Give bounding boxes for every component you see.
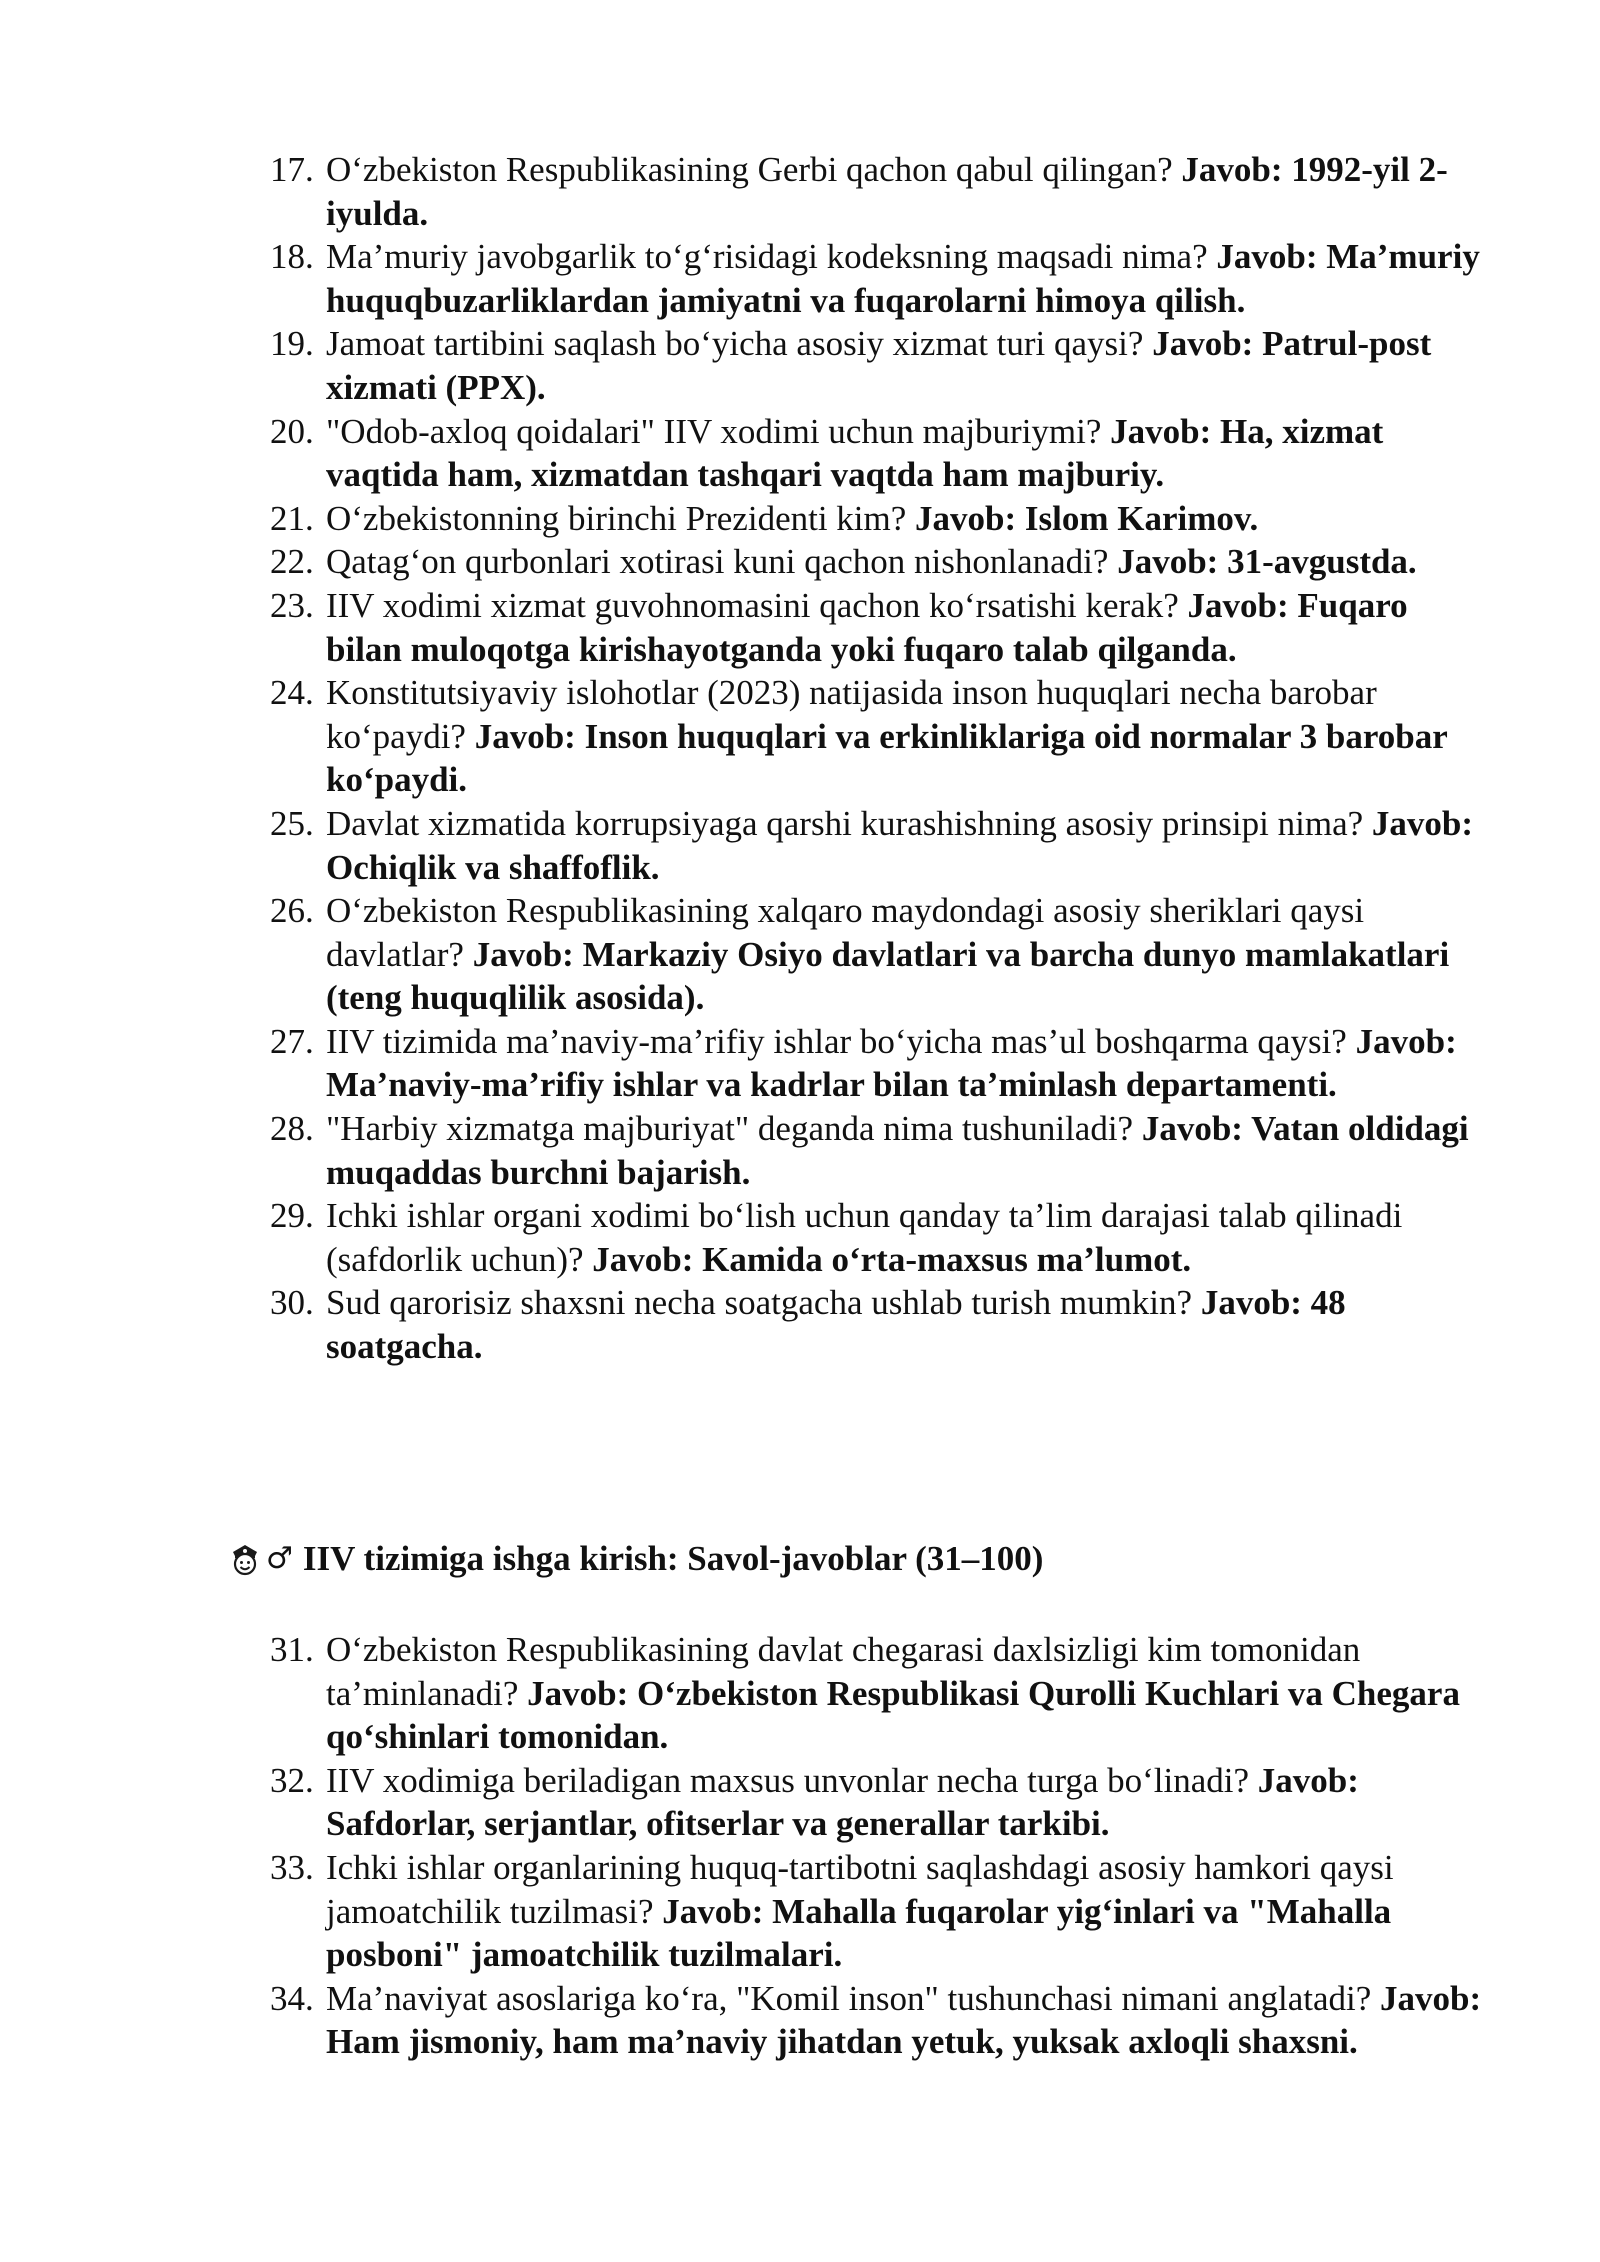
- list-item: [270, 1194, 1490, 1281]
- list-item: [270, 584, 1490, 671]
- item-number: 31.: [270, 1630, 314, 1669]
- question-text: IIV xodimiga beriladigan maxsus unvonlar necha turga bo‘linadi?: [326, 1760, 1258, 1800]
- item-number: 18.: [270, 237, 314, 277]
- list-item: [270, 671, 1490, 802]
- list-item: [270, 1281, 1490, 1368]
- list-item: [270, 410, 1490, 497]
- list-item: [270, 1107, 1490, 1194]
- answer-text: Javob: Inson huquqlari va erkinliklariga oid normalar 3 barobar ko‘paydi.: [326, 716, 1448, 800]
- answer-text: Javob: Vatan oldidagi muqaddas burchni bajarish.: [326, 1109, 1469, 1192]
- item-number: 26.: [270, 891, 314, 931]
- question-text: Davlat xizmatida korrupsiyaga qarshi kurashishning asosiy prinsipi nima?: [326, 803, 1372, 843]
- item-number: 33.: [270, 1847, 314, 1887]
- question-text: Ma’muriy javobgarlik to‘g‘risidagi kodeksning maqsadi nima?: [326, 237, 1217, 277]
- item-number: 30.: [270, 1283, 314, 1323]
- list-item: [270, 1846, 1490, 1977]
- answer-text: Javob: Ham jismoniy, ham ma’naviy jihatdan yetuk, yuksak axloqli shaxsni.: [326, 1978, 1482, 2062]
- answer-text: Javob: Mahalla fuqarolar yig‘inlari va "Mahalla posboni" jamoatchilik tuzilmalari.: [326, 1891, 1392, 1975]
- qa-list-part2: [270, 1628, 1490, 2064]
- question-text: O‘zbekiston Respublikasining Gerbi qachon qabul qilingan?: [326, 150, 1182, 189]
- section-title: IIV tizimiga ishga kirish: Savol-javoblar (31–100): [302, 1539, 1044, 1578]
- list-item: [270, 540, 1490, 584]
- answer-text: Javob: Ha, xizmat vaqtida ham, xizmatdan tashqari vaqtda ham majburiy.: [326, 411, 1384, 495]
- question-text: Ichki ishlar organi xodimi bo‘lish uchun qanday ta’lim darajasi talab qilinadi (safdorlik uchun)?: [326, 1196, 1403, 1279]
- question-text: IIV xodimi xizmat guvohnomasini qachon ko‘rsatishi kerak?: [326, 585, 1188, 625]
- answer-text: Javob: 31-avgustda.: [1117, 542, 1417, 582]
- question-text: Ma’naviyat asoslariga ko‘ra, "Komil inson" tushunchasi nimani anglatadi?: [326, 1978, 1381, 2018]
- item-number: 21.: [270, 498, 314, 538]
- question-text: O‘zbekiston Respublikasining xalqaro maydondagi asosiy sheriklari qaysi davlatlar?: [326, 891, 1365, 974]
- list-item: [270, 1020, 1490, 1107]
- item-number: 20.: [270, 411, 314, 451]
- list-item: [270, 889, 1490, 1020]
- answer-text: Javob: O‘zbekiston Respublikasi Qurolli Kuchlari va Chegara qo‘shinlari tomonidan.: [326, 1673, 1460, 1757]
- list-item: [270, 1759, 1490, 1846]
- question-text: "Odob-axloq qoidalari" IIV xodimi uchun majburiymi?: [326, 411, 1111, 451]
- item-number: 29.: [270, 1196, 314, 1236]
- item-number: 24.: [270, 673, 314, 713]
- answer-text: Javob: Ma’naviy-ma’rifiy ishlar va kadrlar bilan ta’minlash departamenti.: [326, 1021, 1457, 1105]
- answer-text: Javob: Safdorlar, serjantlar, ofitserlar va generallar tarkibi.: [326, 1760, 1359, 1844]
- question-text: O‘zbekistonning birinchi Prezidenti kim?: [326, 498, 916, 538]
- answer-text: Javob: Islom Karimov.: [915, 498, 1259, 538]
- answer-text: Javob: Markaziy Osiyo davlatlari va barcha dunyo mamlakatlari (teng huquqlilik asosida).: [326, 934, 1450, 1018]
- police-officer-icon: [230, 1542, 260, 1576]
- answer-text: Javob: 48 soatgacha.: [326, 1283, 1346, 1367]
- list-item: [270, 322, 1490, 409]
- question-text: IIV tizimida ma’naviy-ma’rifiy ishlar bo‘yicha mas’ul boshqarma qaysi?: [326, 1021, 1356, 1061]
- question-text: Qatag‘on qurbonlari xotirasi kuni qachon nishonlanadi?: [326, 542, 1118, 582]
- list-item: [270, 1977, 1490, 2064]
- list-item: [270, 235, 1490, 322]
- question-text: Ichki ishlar organlarining huquq-tartibotni saqlashdagi asosiy hamkori qaysi jamoatchilik tuzilmasi?: [326, 1847, 1394, 1931]
- item-number: 28.: [270, 1109, 314, 1149]
- item-number: 27.: [270, 1021, 314, 1061]
- list-item: [270, 802, 1490, 889]
- answer-text: Javob: Ma’muriy huquqbuzarliklardan jamiyatni va fuqarolarni himoya qilish.: [326, 237, 1480, 320]
- answer-text: Javob: Kamida o‘rta-maxsus ma’lumot.: [592, 1239, 1192, 1279]
- item-number: 25.: [270, 803, 314, 843]
- item-number: 22.: [270, 542, 314, 582]
- item-number: 23.: [270, 585, 314, 625]
- question-text: Konstitutsiyaviy islohotlar (2023) natijasida inson huquqlari necha barobar ko‘paydi?: [326, 673, 1377, 756]
- list-item: [270, 148, 1490, 235]
- male-sign-icon: ♂: [266, 1541, 293, 1576]
- list-item: [270, 497, 1490, 541]
- answer-text: Javob: Ochiqlik va shaffoflik.: [326, 803, 1474, 887]
- section-heading: [230, 1537, 1043, 1581]
- list-item: [270, 1628, 1490, 1759]
- question-text: Jamoat tartibini saqlash bo‘yicha asosiy xizmat turi qaysi?: [326, 324, 1153, 364]
- item-number: 19.: [270, 324, 314, 364]
- question-text: "Harbiy xizmatga majburiyat" deganda nima tushuniladi?: [326, 1109, 1142, 1149]
- qa-list-part1: [270, 148, 1490, 1369]
- answer-text: Javob: 1992-yil 2-iyulda.: [326, 150, 1448, 233]
- question-text: O‘zbekiston Respublikasining davlat chegarasi daxlsizligi kim tomonidan ta’minlanadi?: [326, 1630, 1361, 1713]
- question-text: Sud qarorisiz shaxsni necha soatgacha ushlab turish mumkin?: [326, 1283, 1201, 1323]
- answer-text: Javob: Patrul-post xizmati (PPX).: [326, 324, 1432, 407]
- item-number: 34.: [270, 1978, 314, 2018]
- item-number: 17.: [270, 150, 314, 189]
- answer-text: Javob: Fuqaro bilan muloqotga kirishayotganda yoki fuqaro talab qilganda.: [326, 585, 1408, 669]
- item-number: 32.: [270, 1760, 314, 1800]
